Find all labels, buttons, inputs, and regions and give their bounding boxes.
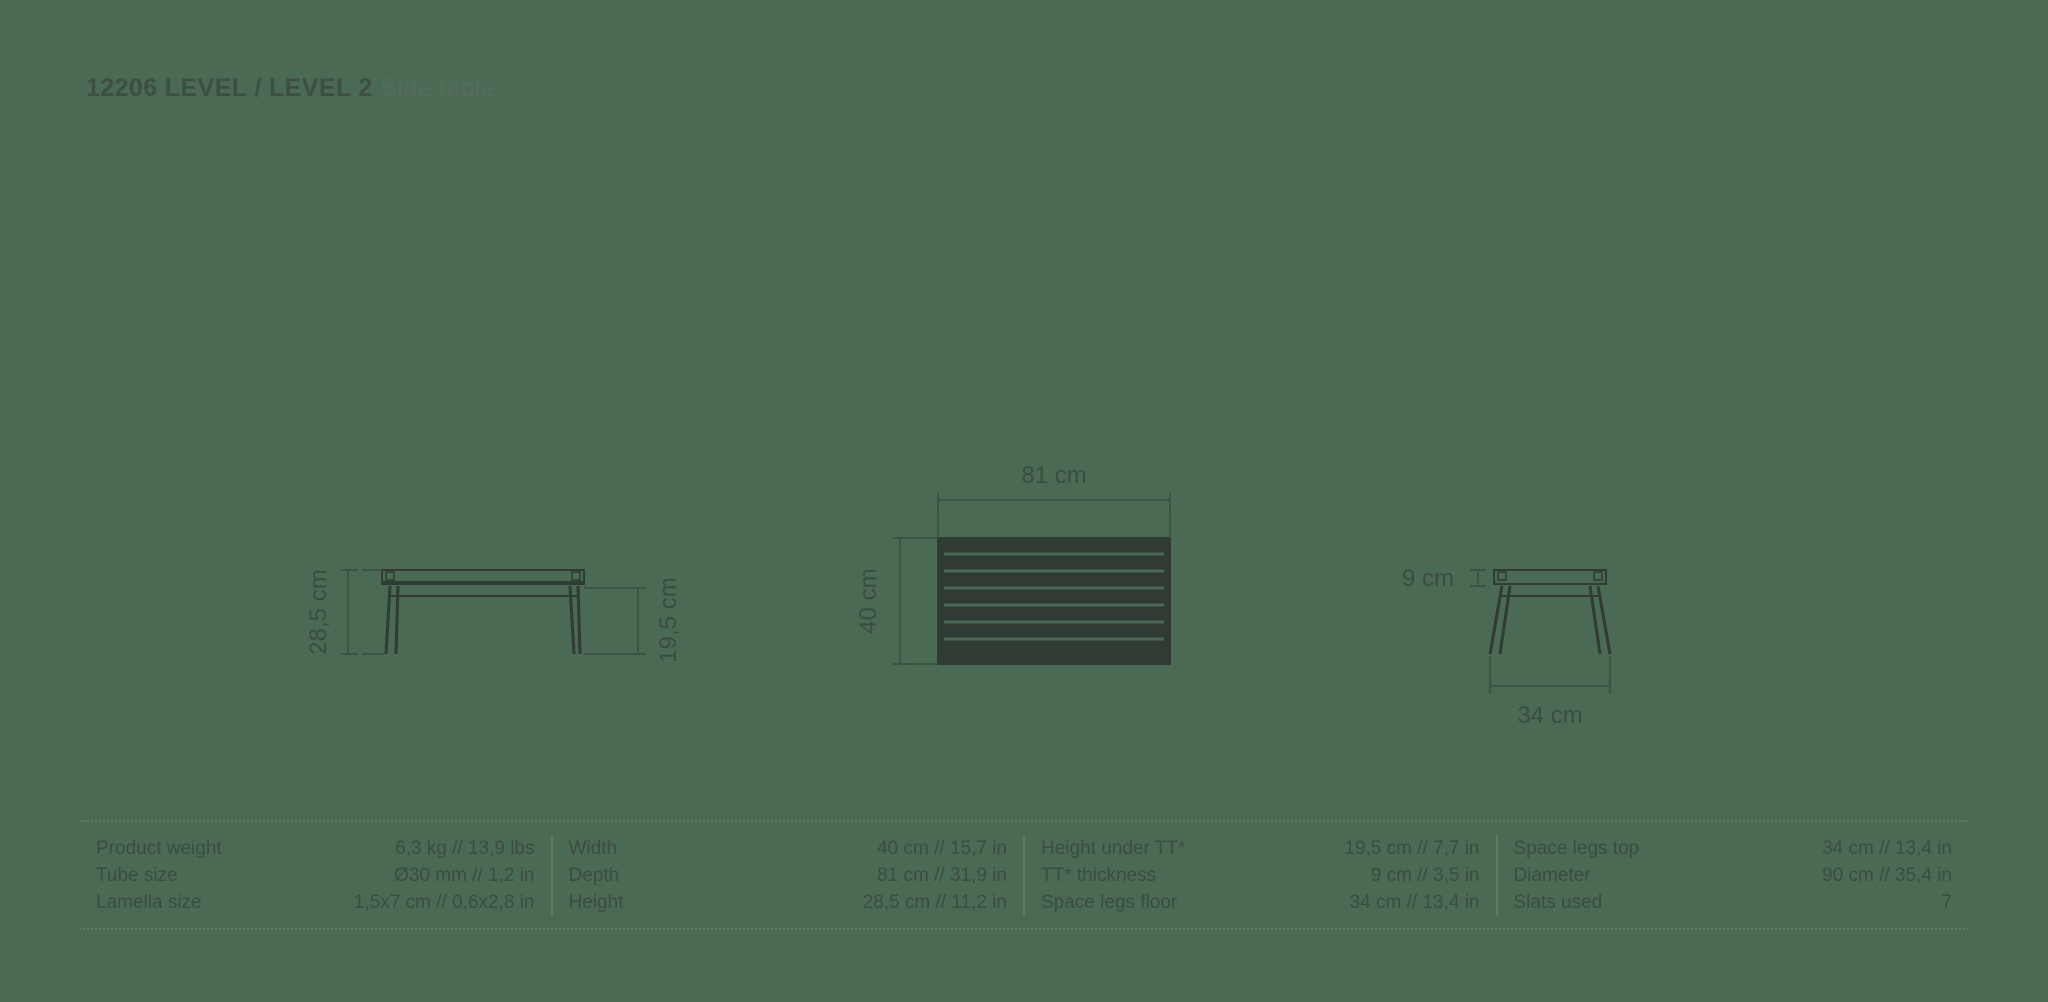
top-view-dimension-width — [938, 492, 1170, 538]
spec-row — [96, 835, 535, 862]
spec-row — [569, 862, 1008, 889]
spec-label: Space legs top — [1513, 837, 1640, 859]
spec-column-2 — [551, 835, 1024, 916]
spec-row — [569, 889, 1008, 916]
spec-label: Space legs floor — [1041, 891, 1178, 913]
spec-value: 19,5 cm // 7,7 in — [1344, 837, 1480, 859]
spec-value: 28,5 cm // 11,2 in — [862, 891, 1007, 913]
front-view-height-label: 28,5 cm — [305, 569, 332, 655]
spec-column-4 — [1496, 835, 1969, 916]
spec-column-1 — [80, 835, 551, 916]
side-view-thickness-label: 9 cm — [1401, 565, 1455, 592]
spec-value: 34 cm // 13,4 in — [1822, 837, 1952, 859]
spec-label: TT* thickness — [1041, 864, 1157, 886]
spec-value: 81 cm // 31,9 in — [877, 864, 1007, 886]
top-view-dimension-depth — [892, 538, 938, 664]
top-view-depth-label: 40 cm — [855, 568, 882, 634]
front-view — [382, 570, 584, 654]
spec-row — [1041, 889, 1480, 916]
spec-label: Slats used — [1513, 891, 1603, 913]
spec-value: 40 cm // 15,7 in — [877, 837, 1007, 859]
specifications-table — [80, 820, 1968, 930]
spec-value: Ø30 mm // 1,2 in — [394, 864, 535, 886]
top-view — [938, 538, 1170, 664]
spec-value: 9 cm // 3,5 in — [1370, 864, 1480, 886]
spec-row — [1514, 835, 1953, 862]
side-view-dimension-thickness — [1470, 570, 1486, 586]
spec-value: 6,3 kg // 13,9 lbs — [395, 837, 535, 859]
spec-value: 7 — [1941, 891, 1952, 913]
spec-row — [569, 835, 1008, 862]
product-code: 12206 — [86, 74, 158, 102]
spec-label: Tube size — [96, 864, 178, 886]
spec-label: Diameter — [1513, 864, 1591, 886]
front-view-dimension-height — [340, 570, 384, 654]
spec-label: Depth — [568, 864, 620, 886]
spec-row — [1514, 889, 1953, 916]
spec-value: 1,5x7 cm // 0,6x2,8 in — [353, 891, 535, 913]
spec-row — [1041, 862, 1480, 889]
spec-row — [96, 862, 535, 889]
spec-column-3 — [1023, 835, 1496, 916]
spec-label: Product weight — [96, 837, 222, 859]
front-view-underheight-label: 19,5 cm — [655, 577, 682, 663]
spec-value: 90 cm // 35,4 in — [1822, 864, 1952, 886]
front-view-dimension-underheight — [584, 588, 646, 654]
spec-label: Height under TT* — [1041, 837, 1186, 859]
spec-row — [1514, 862, 1953, 889]
spec-value: 34 cm // 13,4 in — [1349, 891, 1480, 913]
spec-label: Height — [568, 891, 624, 913]
product-name: LEVEL / LEVEL 2 — [164, 74, 373, 102]
side-view-dimension-legspan — [1490, 656, 1610, 694]
spec-label: Lamella size — [96, 891, 202, 913]
side-view — [1490, 570, 1610, 654]
spec-row — [96, 889, 535, 916]
top-view-width-label: 81 cm — [1021, 462, 1087, 489]
spec-label: Width — [568, 837, 618, 859]
spec-row — [1041, 835, 1480, 862]
product-description: Side table — [380, 74, 496, 102]
side-view-legspan-label: 34 cm — [1517, 702, 1583, 729]
